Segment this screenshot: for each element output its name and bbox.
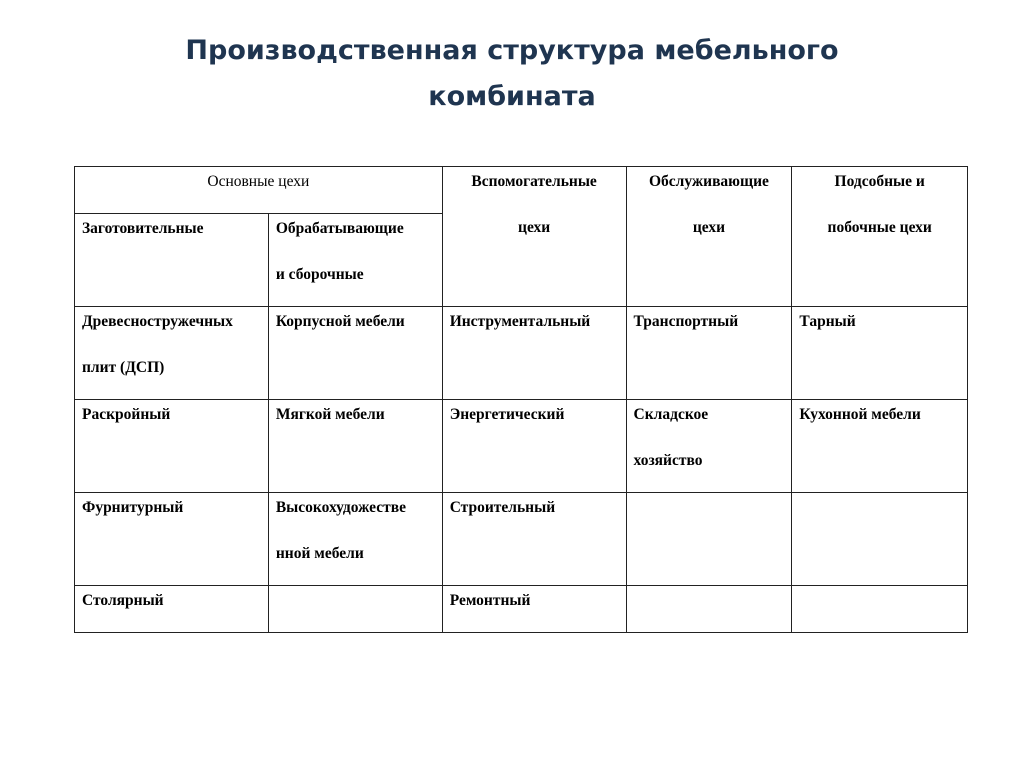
header-processing-line-1: Обрабатывающие — [275, 220, 404, 237]
cell-auxiliary: Энергетический — [442, 400, 626, 493]
header-processing-assembly — [268, 214, 442, 307]
header-preparatory: Заготовительные — [75, 214, 269, 307]
table-row — [75, 307, 968, 400]
cell-processing-empty — [268, 586, 442, 633]
cell-service: Транспортный — [626, 307, 792, 400]
cell-preparatory: Столярный — [75, 586, 269, 633]
header-subsidiary-shops — [792, 167, 968, 307]
header-processing-line-2: и сборочные — [275, 266, 364, 283]
table-row — [75, 493, 968, 586]
cell-service-empty — [626, 493, 792, 586]
production-structure-table — [74, 166, 968, 633]
cell-preparatory: Древесностружечных плит (ДСП) — [75, 307, 269, 400]
header-service-shops — [626, 167, 792, 307]
header-service-line-2: цехи — [692, 219, 726, 236]
cell-subsidiary-empty — [792, 586, 968, 633]
header-auxiliary-line-2: цехи — [518, 219, 551, 236]
cell-auxiliary: Инструментальный — [442, 307, 626, 400]
header-subsidiary-line-1: Подсобные и — [834, 173, 925, 190]
page-title — [0, 28, 1024, 120]
cell-preparatory: Раскройный — [75, 400, 269, 493]
cell-subsidiary: Кухонной мебели — [792, 400, 968, 493]
cell-processing: Высокохудожестве нной мебели — [268, 493, 442, 586]
page-title-line-2: комбината — [428, 81, 596, 112]
cell-subsidiary-empty — [792, 493, 968, 586]
cell-auxiliary: Ремонтный — [442, 586, 626, 633]
table-row — [75, 400, 968, 493]
cell-service: Складское хозяйство — [626, 400, 792, 493]
cell-processing: Корпусной мебели — [268, 307, 442, 400]
table-row — [75, 586, 968, 633]
page-title-line-1: Производственная структура мебельного — [185, 35, 839, 66]
header-main-shops: Основные цехи — [75, 167, 443, 214]
cell-subsidiary: Тарный — [792, 307, 968, 400]
cell-processing: Мягкой мебели — [268, 400, 442, 493]
header-service-line-1: Обслуживающие — [648, 173, 769, 190]
header-auxiliary-shops — [442, 167, 626, 307]
cell-service-empty — [626, 586, 792, 633]
header-subsidiary-line-2: побочные цехи — [827, 219, 932, 236]
cell-auxiliary: Строительный — [442, 493, 626, 586]
header-auxiliary-line-1: Вспомогательные — [471, 173, 597, 190]
cell-preparatory: Фурнитурный — [75, 493, 269, 586]
